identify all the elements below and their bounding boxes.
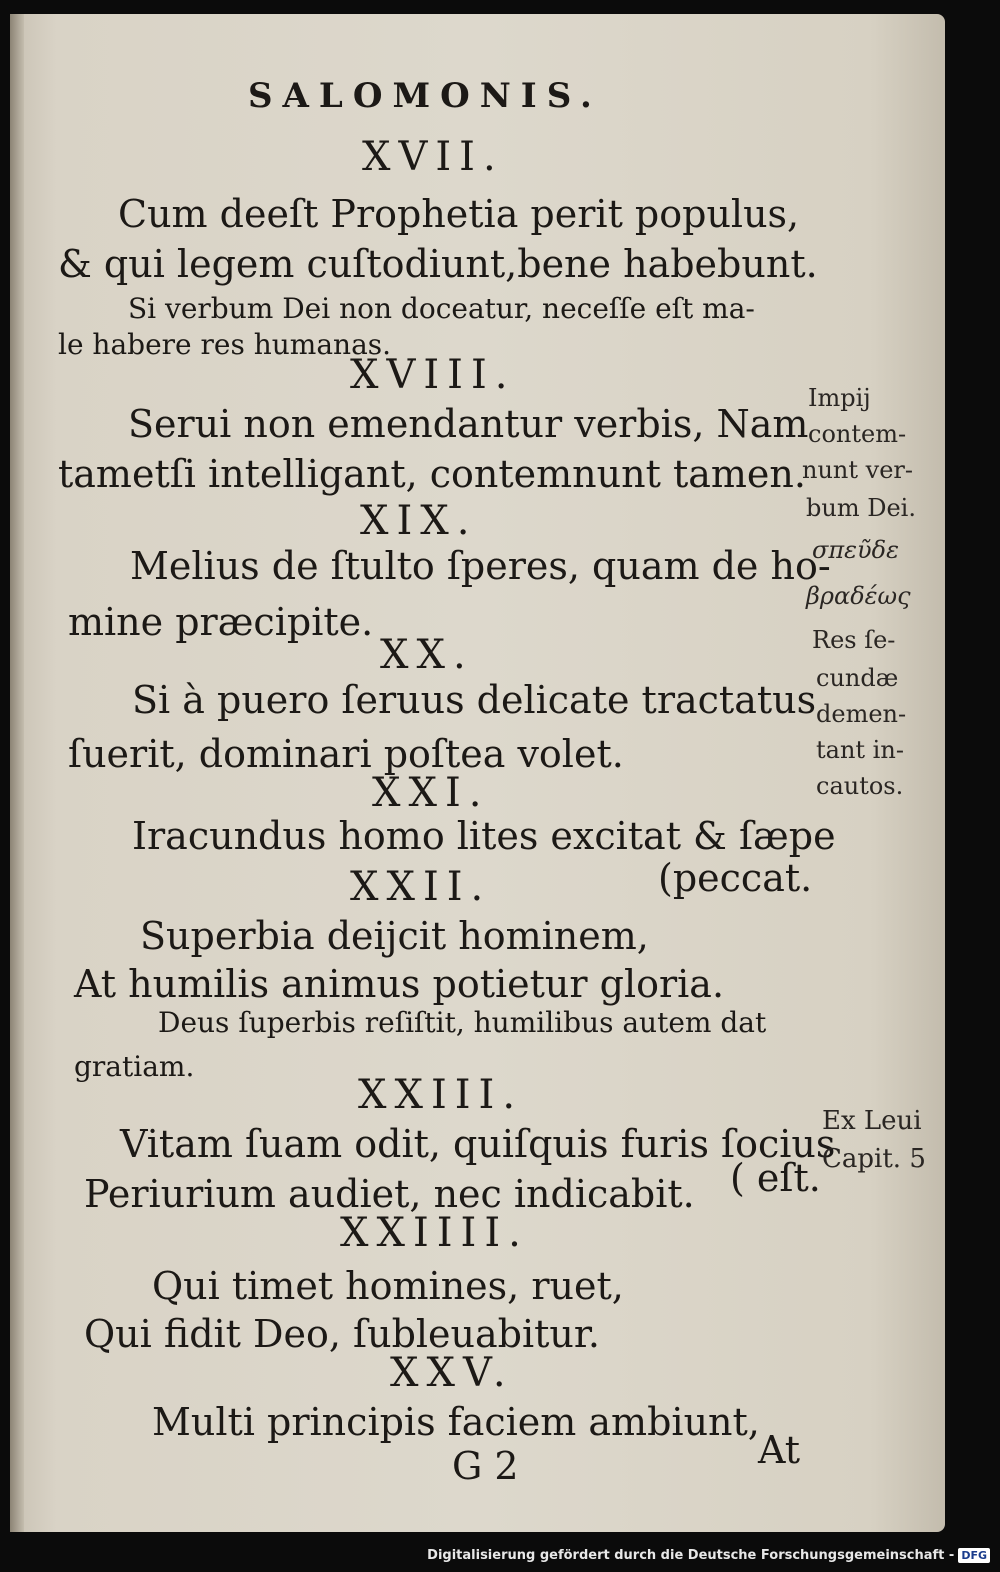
section-number: XX. — [380, 632, 474, 678]
dfg-logo: DFG — [958, 1548, 990, 1563]
marginal-note: tant in- — [816, 736, 904, 764]
section-number: XIX. — [360, 498, 478, 544]
page-gutter — [10, 14, 24, 1532]
text-line: tametſi intelligant, contemnunt tamen. — [58, 452, 806, 496]
text-line: At humilis animus potietur gloria. — [74, 962, 725, 1006]
gloss-line: Deus ſuperbis reſiſtit, humilibus autem dat — [158, 1006, 767, 1039]
running-title: SALOMONIS. — [248, 76, 602, 116]
text-line: Vitam ſuam odit, quiſquis furis ſocius — [120, 1122, 836, 1166]
text-line: mine præcipite. — [68, 600, 374, 644]
marginal-note: cautos. — [816, 772, 904, 800]
marginal-greek: σπεῦδε — [812, 536, 899, 564]
marginal-greek: βραδέως — [806, 582, 911, 610]
turnover-line: ( eſt. — [730, 1156, 821, 1200]
section-number: XVII. — [362, 134, 504, 180]
digitization-credit — [427, 1542, 990, 1568]
section-number: XXI. — [372, 770, 490, 816]
text-line: Qui fidit Deo, ſubleuabitur. — [84, 1312, 600, 1356]
text-line: Melius de ſtulto ſperes, quam de ho- — [130, 544, 831, 588]
marginal-note: Capit. 5 — [822, 1144, 926, 1174]
gloss-line: gratiam. — [74, 1050, 195, 1083]
section-number: XVIII. — [350, 352, 516, 398]
text-line: Si à puero ſeruus delicate tractatus — [132, 678, 817, 722]
text-line: ſuerit, dominari poſtea volet. — [68, 732, 624, 776]
marginal-note: Ex Leui — [822, 1106, 922, 1136]
text-line: Cum deeſt Prophetia perit populus, — [118, 192, 800, 236]
section-number: XXIIII. — [340, 1210, 529, 1256]
section-number: XXIII. — [358, 1072, 524, 1118]
catchword: At — [758, 1428, 801, 1472]
credit-text: Digitalisierung gefördert durch die Deutsche Forschungsgemeinschaft - — [427, 1547, 955, 1563]
book-page — [10, 14, 945, 1532]
text-line: Serui non emendantur verbis, Nam — [128, 402, 809, 446]
marginal-note: demen- — [816, 700, 907, 728]
marginal-note: contem- — [808, 420, 907, 448]
turnover-line: (peccat. — [658, 856, 813, 900]
section-number: XXV. — [390, 1350, 514, 1396]
marginal-note: nunt ver- — [802, 456, 913, 484]
gloss-line: le habere res humanas. — [58, 328, 392, 361]
marginal-note: Res ſe- — [812, 626, 896, 654]
section-number: XXII. — [350, 864, 492, 910]
signature-mark: G 2 — [452, 1444, 519, 1488]
text-line: Qui timet homines, ruet, — [152, 1264, 624, 1308]
gloss-line: Si verbum Dei non doceatur, neceſſe eſt ma- — [128, 292, 755, 325]
marginal-note: cundæ — [816, 664, 899, 692]
text-line: Multi principis faciem ambiunt, — [152, 1400, 760, 1444]
text-line: Iracundus homo lites excitat & ſæpe — [132, 814, 836, 858]
marginal-note: bum Dei. — [806, 494, 916, 522]
marginal-note: Impij — [808, 384, 871, 412]
text-line: Periurium audiet, nec indicabit. — [84, 1172, 695, 1216]
text-line: & qui legem cuſtodiunt,bene habebunt. — [58, 242, 818, 286]
text-line: Superbia deijcit hominem, — [140, 914, 649, 958]
